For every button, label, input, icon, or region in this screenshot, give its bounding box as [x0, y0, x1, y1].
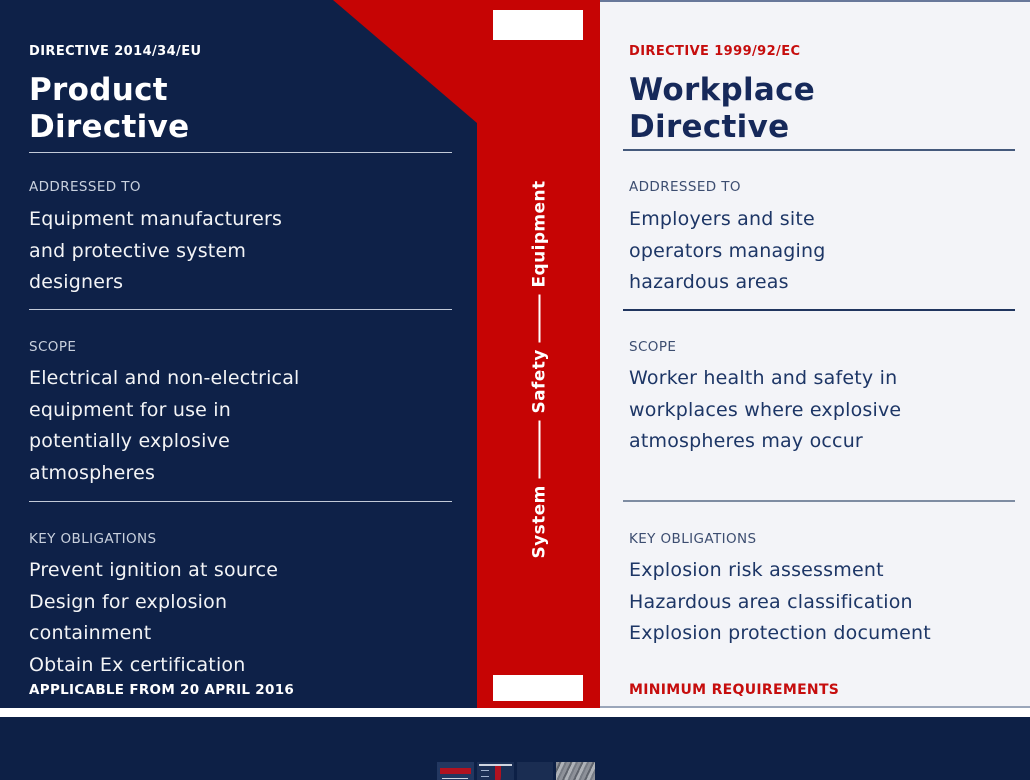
- right-scope-label: SCOPE: [629, 339, 677, 355]
- axis-word-safety: Safety: [529, 349, 549, 414]
- slide-thumbnail-2[interactable]: [477, 762, 514, 780]
- left-title-line1: Product: [29, 72, 168, 108]
- left-addressed-line: Equipment manufacturers: [29, 208, 283, 230]
- right-addressed-to-text: [629, 204, 826, 299]
- left-key-obligations-text: [29, 555, 278, 681]
- footer-bar: [0, 717, 1030, 780]
- left-obligation-line: Prevent ignition at source: [29, 559, 279, 581]
- left-section-divider: [29, 501, 452, 502]
- right-addressed-line: Employers and site: [629, 208, 815, 230]
- left-addressed-to-label: ADDRESSED TO: [29, 179, 141, 195]
- left-obligation-line: containment: [29, 622, 152, 645]
- right-section-divider: [623, 309, 1015, 311]
- axis-connector-line: [538, 421, 540, 479]
- right-title-divider: [623, 149, 1015, 151]
- slide-thumbnail-4[interactable]: [556, 762, 595, 780]
- right-obligation-line: Explosion risk assessment: [629, 559, 884, 581]
- left-scope-line: potentially explosive: [29, 430, 230, 453]
- left-obligation-line: Design for explosion: [29, 590, 228, 613]
- right-scope-line: Worker health and safety in: [629, 367, 898, 389]
- right-addressed-to-label: ADDRESSED TO: [629, 179, 741, 195]
- left-scope-text: [29, 363, 300, 489]
- right-minimum-requirements: MINIMUM REQUIREMENTS: [629, 682, 840, 698]
- left-scope-line: Electrical and non-electrical: [29, 367, 300, 389]
- axis-word-system: System: [529, 485, 549, 559]
- right-scope-line: atmospheres may occur: [629, 430, 863, 453]
- left-title-divider: [29, 152, 452, 153]
- right-obligation-line: Hazardous area classification: [629, 590, 913, 613]
- band-label-placeholder-top: [493, 10, 583, 40]
- left-title: [29, 72, 189, 146]
- left-addressed-line: designers: [29, 271, 124, 294]
- thumbnail-red-band: [495, 766, 501, 780]
- right-title-line2: Directive: [629, 109, 790, 145]
- band-label-placeholder-bottom: [493, 675, 583, 701]
- right-scope-line: workplaces where explosive: [629, 398, 902, 421]
- right-section-divider: [623, 500, 1015, 502]
- left-obligation-line: Obtain Ex certification: [29, 653, 246, 676]
- left-key-obligations-label: KEY OBLIGATIONS: [29, 531, 157, 547]
- thumbnail-text-line: [442, 778, 468, 779]
- right-addressed-line: hazardous areas: [629, 271, 789, 294]
- right-title-line1: Workplace: [629, 72, 816, 108]
- panel-footer-gap: [0, 708, 1030, 717]
- left-scope-line: equipment for use in: [29, 398, 232, 421]
- thumbnail-text-line: [481, 770, 489, 771]
- left-section-divider: [29, 309, 452, 310]
- left-title-line2: Directive: [29, 109, 190, 145]
- right-addressed-line: operators managing: [629, 239, 826, 262]
- left-addressed-to-text: [29, 204, 282, 299]
- thumbnail-text-line: [481, 776, 489, 777]
- left-addressed-line: and protective system: [29, 239, 247, 262]
- equipment-safety-system-axis: [526, 181, 553, 559]
- left-applicable-from: APPLICABLE FROM 20 APRIL 2016: [29, 682, 295, 698]
- right-title: [629, 72, 815, 146]
- axis-word-equipment: Equipment: [529, 180, 549, 288]
- left-scope-label: SCOPE: [29, 339, 77, 355]
- slide-thumbnail-1[interactable]: [437, 762, 474, 780]
- right-obligation-line: Explosion protection document: [629, 622, 931, 645]
- left-scope-line: atmospheres: [29, 461, 156, 484]
- axis-connector-line: [538, 294, 540, 342]
- right-key-obligations-text: [629, 555, 931, 650]
- slide-thumbnail-3[interactable]: [517, 762, 553, 780]
- right-scope-text: [629, 363, 901, 458]
- right-eyebrow: DIRECTIVE 1999/92/EC: [629, 44, 801, 59]
- left-eyebrow: DIRECTIVE 2014/34/EU: [29, 44, 202, 59]
- thumbnail-red-bar: [440, 768, 471, 774]
- right-key-obligations-label: KEY OBLIGATIONS: [629, 531, 757, 547]
